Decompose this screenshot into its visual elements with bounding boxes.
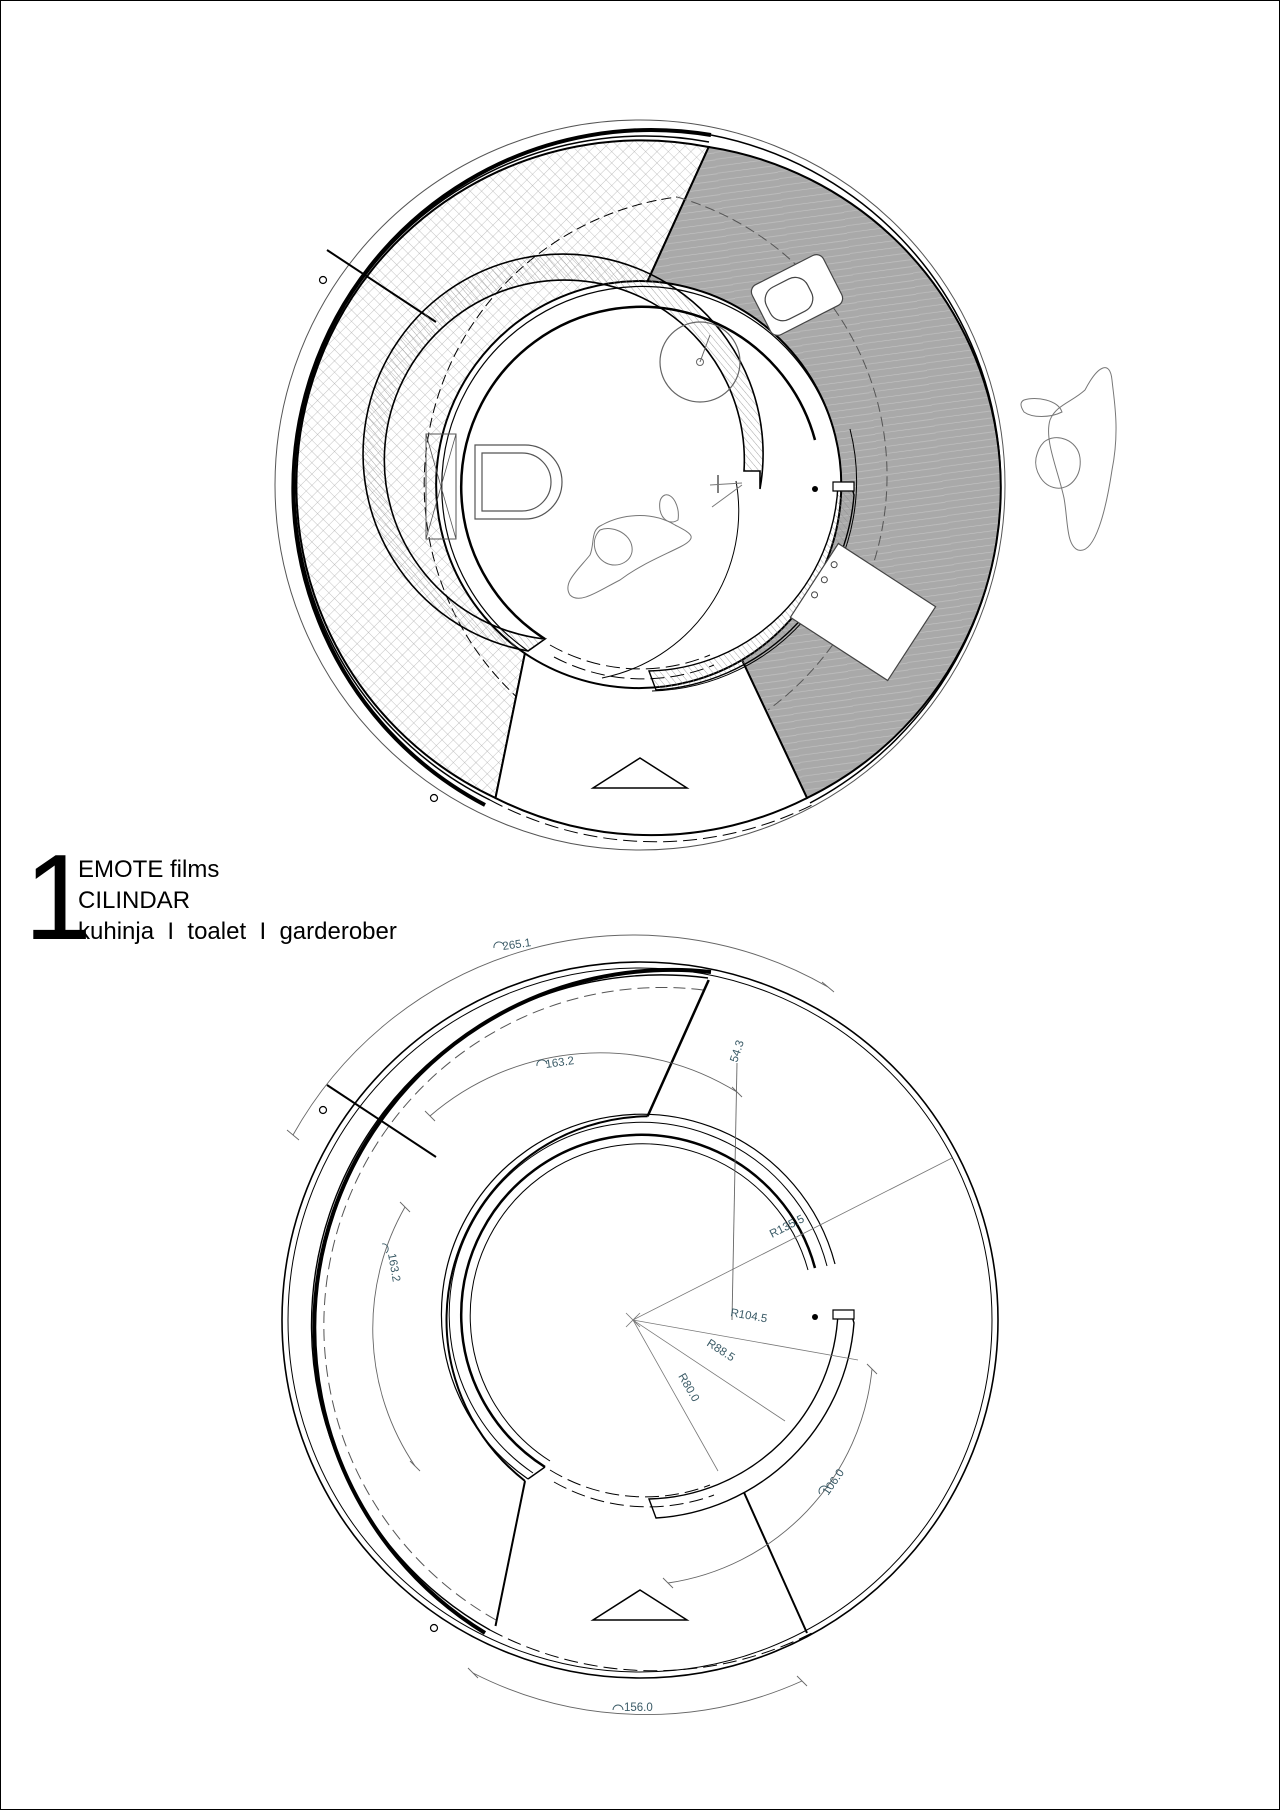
dimension-arcs [293,935,872,1715]
dim-radius-inner: R80.0 [675,1371,702,1405]
dim-radius-outer: R135.5 [767,1213,807,1241]
dim-arc-left: 163.2 [385,1252,402,1283]
title-lines [78,854,397,947]
top-floor-plan [275,120,1005,850]
dim-arc-mid-top: 163.2 [544,1055,575,1071]
radius-lines [626,1158,952,1471]
project-rooms: kuhinja I toalet I garderober [78,918,397,945]
project-studio: EMOTE films [78,856,220,883]
project-name: CILINDAR [78,887,191,914]
outer-circle-2 [282,962,998,1678]
dim-arc-right: 106.0 [820,1467,847,1498]
person-figure-outside [1021,368,1116,551]
dim-radial-top: 54.3 [728,1038,747,1064]
sheet-number: 1 [24,829,92,965]
entry-arrow-2 [593,1590,687,1620]
dim-radius-wall: R88.5 [704,1337,737,1365]
bottom-floor-plan [282,935,998,1715]
dim-arc-bottom: 156.0 [624,1702,653,1714]
dim-arc-outer: 265.1 [501,937,532,953]
dim-radius-mid: R104.5 [729,1307,769,1326]
